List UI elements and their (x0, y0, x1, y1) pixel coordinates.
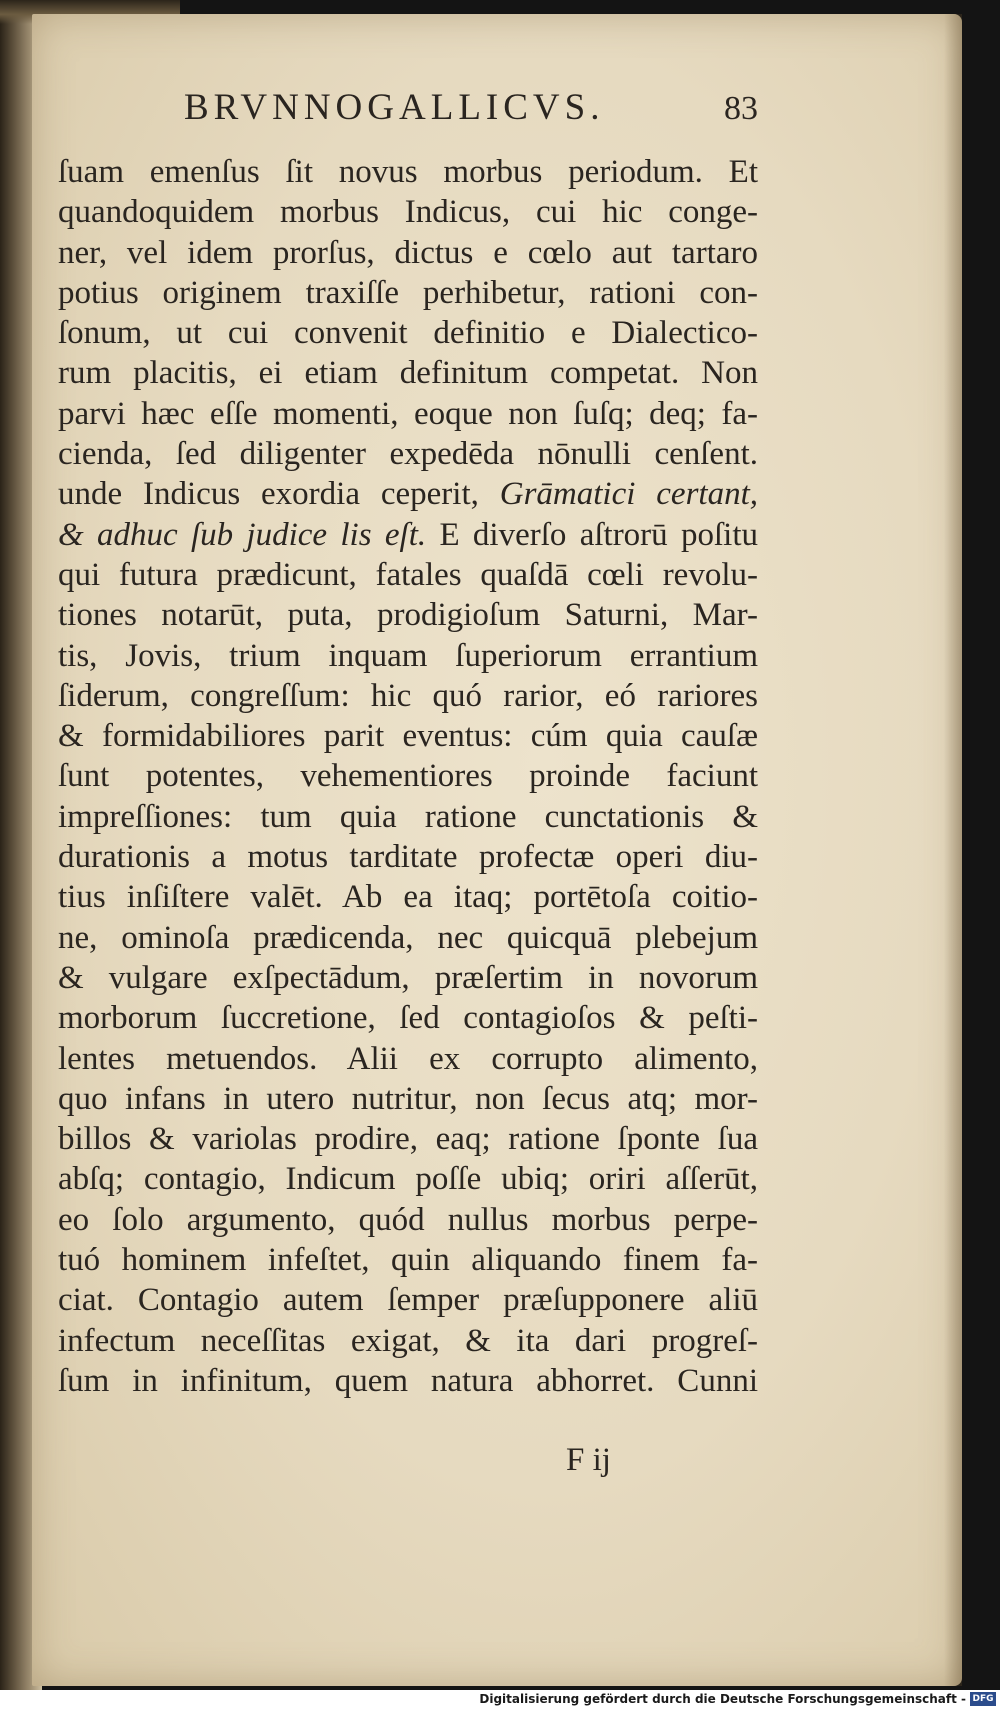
text-line (58, 313, 758, 353)
text-run: ſonum, ut cui convenit definitio e Dialectico- (58, 315, 758, 352)
text-line (58, 273, 758, 313)
text-line (58, 958, 758, 998)
text-run: rum placitis, ei etiam definitum competat. Non (58, 355, 758, 392)
text-run: & vulgare exſpectādum, præſertim in novorum (58, 959, 758, 996)
footer-credit: Digitalisierung gefördert durch die Deutsche Forschungsgemeinschaft - (479, 1692, 966, 1706)
text-block (58, 86, 758, 1401)
text-line (58, 837, 758, 877)
running-head (58, 86, 758, 152)
text-line (58, 998, 758, 1038)
text-line (58, 918, 758, 958)
text-run: morborum ſuccretione, ſed contagioſos & peſti- (58, 1000, 758, 1037)
text-line (58, 233, 758, 273)
text-run: parvi hæc eſſe momenti, eoque non ſuſq; deq; fa- (58, 395, 758, 432)
text-run: ſiderum, congreſſum: hic quó rarior, eó rariores (58, 677, 758, 714)
text-run: ſum in infinitum, quem natura abhorret. Cunni (58, 1362, 758, 1399)
italic-text-run: & adhuc ſub judice lis eſt. (58, 516, 427, 553)
text-run: abſq; contagio, Indicum poſſe ubiq; oriri aſſerūt, (58, 1161, 758, 1198)
text-line (58, 1280, 758, 1320)
text-line (58, 1119, 758, 1159)
text-line (58, 1039, 758, 1079)
running-title: BRVNNOGALLICVS. (184, 87, 605, 128)
text-line (58, 1361, 758, 1401)
dfg-logo: DFG (970, 1692, 996, 1706)
text-line (58, 353, 758, 393)
text-line (58, 192, 758, 232)
text-line (58, 797, 758, 837)
text-run: E diverſo aſtrorū poſitu (426, 516, 758, 553)
text-line (58, 716, 758, 756)
text-line (58, 394, 758, 434)
text-line (58, 1200, 758, 1240)
text-line (58, 1159, 758, 1199)
text-run: ciat. Contagio autem ſemper præſupponere aliū (58, 1282, 758, 1319)
text-line (58, 515, 758, 555)
text-run: billos & variolas prodire, eaq; ratione ſponte ſua (58, 1121, 758, 1158)
text-run: qui futura prædicunt, fatales quaſdā cœli revolu- (58, 556, 758, 593)
text-line (58, 434, 758, 474)
text-run: potius originem traxiſſe perhibetur, rationi con- (58, 274, 758, 311)
text-line (58, 555, 758, 595)
text-run: quo infans in utero nutritur, non ſecus atq; mor- (58, 1080, 758, 1117)
page-number: 83 (724, 90, 758, 127)
text-run: ſuam emenſus ſit novus morbus periodum. Et (58, 154, 758, 190)
text-run: cienda, ſed diligenter expedēda nōnulli cenſent. (58, 436, 758, 473)
text-line (58, 1240, 758, 1280)
text-run: unde Indicus exordia ceperit, (58, 476, 500, 513)
text-run: infectum neceſſitas exigat, & ita dari progreſ- (58, 1322, 758, 1359)
text-line (58, 676, 758, 716)
text-run: tiones notarūt, puta, prodigioſum Saturni, Mar- (58, 597, 758, 634)
text-line (58, 152, 758, 192)
text-run: & formidabiliores parit eventus: cúm quia cauſæ (58, 718, 758, 755)
text-run: ſunt potentes, vehementiores proinde faciunt (58, 758, 758, 795)
signature-mark: F ij (566, 1442, 611, 1478)
text-run: tuó hominem infeſtet, quin aliquando finem fa- (58, 1242, 758, 1279)
italic-text-run: Grāmatici certant, (499, 476, 758, 513)
paper-edge-shadow (944, 14, 962, 1686)
text-line (58, 1321, 758, 1361)
text-line (58, 595, 758, 635)
text-line (58, 756, 758, 796)
text-line (58, 877, 758, 917)
text-line (58, 1079, 758, 1119)
text-line (58, 474, 758, 514)
text-run: tis, Jovis, trium inquam ſuperiorum errantium (58, 637, 758, 674)
text-run: quandoquidem morbus Indicus, cui hic conge- (58, 194, 758, 231)
text-run: ne, ominoſa prædicenda, nec quicquā plebejum (58, 919, 758, 956)
body-text (58, 152, 758, 1401)
text-run: tius inſiſtere valēt. Ab ea itaq; portētoſa coitio- (58, 879, 758, 916)
text-run: durationis a motus tarditate profectæ operi diu- (58, 839, 758, 876)
text-line (58, 636, 758, 676)
text-run: impreſſiones: tum quia ratione cunctationis & (58, 798, 758, 835)
text-run: ner, vel idem prorſus, dictus e cœlo aut tartaro (58, 234, 758, 271)
text-run: eo ſolo argumento, quód nullus morbus perpe- (58, 1201, 758, 1238)
text-run: lentes metuendos. Alii ex corrupto alimento, (58, 1040, 758, 1077)
